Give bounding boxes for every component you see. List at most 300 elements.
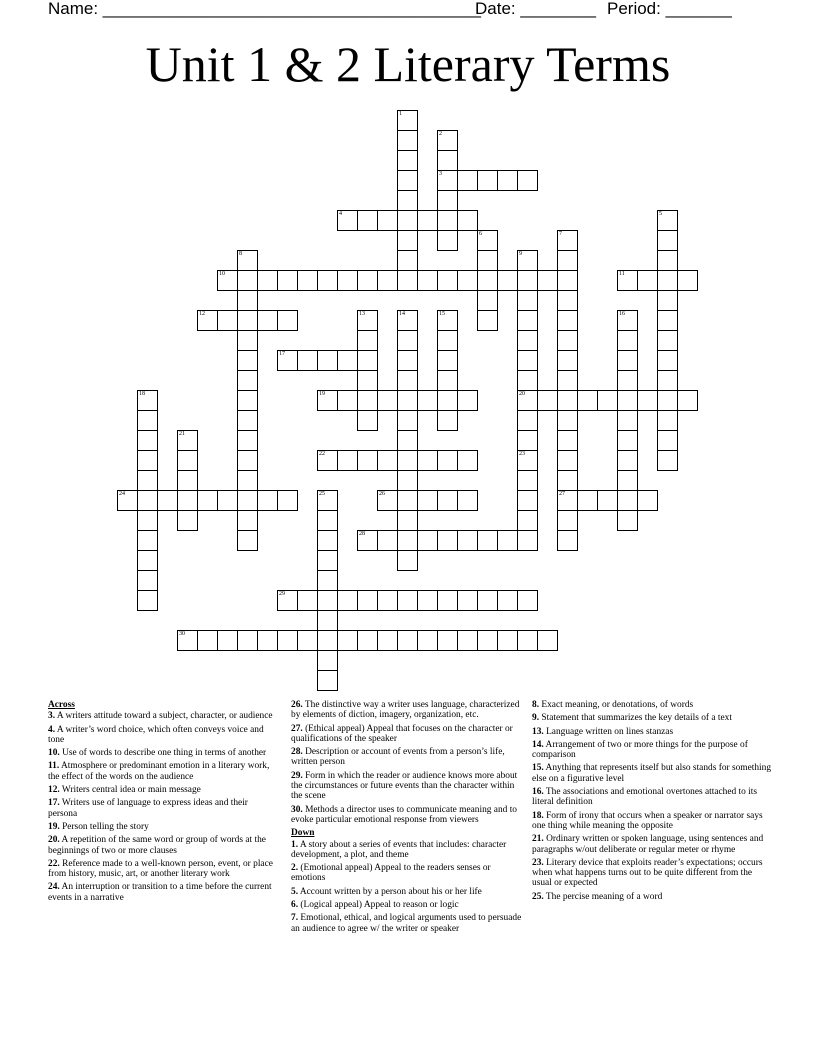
crossword-cell[interactable] xyxy=(657,410,678,431)
crossword-cell[interactable] xyxy=(317,350,338,371)
crossword-cell[interactable] xyxy=(137,430,158,451)
crossword-cell[interactable] xyxy=(337,590,358,611)
crossword-cell[interactable] xyxy=(477,290,498,311)
crossword-cell[interactable] xyxy=(137,510,158,531)
crossword-cell[interactable] xyxy=(517,310,538,331)
crossword-cell[interactable] xyxy=(437,450,458,471)
crossword-cell[interactable] xyxy=(357,350,378,371)
crossword-cell[interactable] xyxy=(657,290,678,311)
crossword-cell[interactable] xyxy=(497,270,518,291)
crossword-cell[interactable] xyxy=(357,270,378,291)
crossword-cell[interactable] xyxy=(637,390,658,411)
crossword-cell[interactable] xyxy=(517,470,538,491)
crossword-cell[interactable] xyxy=(397,270,418,291)
crossword-cell[interactable] xyxy=(177,470,198,491)
crossword-cell[interactable] xyxy=(277,270,298,291)
crossword-cell[interactable] xyxy=(517,350,538,371)
crossword-cell[interactable] xyxy=(377,270,398,291)
crossword-cell[interactable] xyxy=(397,110,418,131)
crossword-cell[interactable] xyxy=(357,310,378,331)
crossword-cell[interactable] xyxy=(317,270,338,291)
clue-down-15: 15. Anything that represents itself but also stands for something else on a figurative level xyxy=(532,763,772,784)
crossword-cell[interactable] xyxy=(357,630,378,651)
crossword-cell[interactable] xyxy=(457,270,478,291)
down-heading: Down xyxy=(291,828,315,839)
crossword-cell[interactable] xyxy=(377,390,398,411)
crossword-cell[interactable] xyxy=(557,450,578,471)
crossword-cell[interactable] xyxy=(637,490,658,511)
crossword-cell[interactable] xyxy=(337,630,358,651)
crossword-cell[interactable] xyxy=(657,310,678,331)
crossword-cell[interactable] xyxy=(657,350,678,371)
clue-across-29: 29. Form in which the reader or audience knows more about the circumstances or future events than the character within the scene xyxy=(291,770,518,802)
crossword-cell[interactable] xyxy=(377,630,398,651)
clue-across-17: 17. Writers use of language to express ideas and their persona xyxy=(48,798,248,819)
crossword-cell[interactable] xyxy=(437,130,458,151)
crossword-cell[interactable] xyxy=(437,150,458,171)
crossword-cell[interactable] xyxy=(297,630,318,651)
cell-number: 10 xyxy=(219,271,225,277)
crossword-cell[interactable] xyxy=(617,410,638,431)
crossword-cell[interactable] xyxy=(417,630,438,651)
name-field-label: Name: ________________________________________ xyxy=(48,0,481,18)
crossword-cell[interactable] xyxy=(557,390,578,411)
crossword-cell[interactable] xyxy=(397,390,418,411)
crossword-cell[interactable] xyxy=(197,630,218,651)
crossword-cell[interactable] xyxy=(417,490,438,511)
clues-column-3 xyxy=(532,700,772,905)
crossword-cell[interactable] xyxy=(237,530,258,551)
cell-number: 21 xyxy=(179,431,185,437)
crossword-cell[interactable] xyxy=(237,310,258,331)
clue-across-19: 19. Person telling the story xyxy=(48,821,149,832)
crossword-cell[interactable] xyxy=(137,450,158,471)
clue-across-28: 28. Description or account of events from a person’s life, written person xyxy=(291,747,505,768)
crossword-cell[interactable] xyxy=(237,510,258,531)
crossword-cell[interactable] xyxy=(397,430,418,451)
crossword-cell[interactable] xyxy=(177,490,198,511)
crossword-cell[interactable] xyxy=(657,330,678,351)
crossword-cell[interactable] xyxy=(257,270,278,291)
crossword-cell[interactable] xyxy=(437,270,458,291)
cell-number: 1 xyxy=(399,111,402,117)
crossword-cell[interactable] xyxy=(117,490,138,511)
crossword-cell[interactable] xyxy=(397,350,418,371)
crossword-cell[interactable] xyxy=(477,250,498,271)
crossword-cell[interactable] xyxy=(437,390,458,411)
crossword-cell[interactable] xyxy=(357,210,378,231)
crossword-cell[interactable] xyxy=(377,450,398,471)
crossword-cell[interactable] xyxy=(617,370,638,391)
crossword-cell[interactable] xyxy=(277,630,298,651)
crossword-cell[interactable] xyxy=(337,210,358,231)
crossword-cell[interactable] xyxy=(397,230,418,251)
crossword-cell[interactable] xyxy=(457,590,478,611)
crossword-cell[interactable] xyxy=(557,290,578,311)
crossword-cell[interactable] xyxy=(217,270,238,291)
crossword-cell[interactable] xyxy=(517,430,538,451)
crossword-cell[interactable] xyxy=(477,170,498,191)
crossword-cell[interactable] xyxy=(517,370,538,391)
crossword-cell[interactable] xyxy=(517,410,538,431)
crossword-cell[interactable] xyxy=(677,270,698,291)
crossword-cell[interactable] xyxy=(417,450,438,471)
crossword-cell[interactable] xyxy=(617,330,638,351)
crossword-cell[interactable] xyxy=(437,350,458,371)
crossword-cell[interactable] xyxy=(217,630,238,651)
crossword-cell[interactable] xyxy=(177,630,198,651)
crossword-cell[interactable] xyxy=(297,270,318,291)
crossword-cell[interactable] xyxy=(137,470,158,491)
clue-down-8: 8. Exact meaning, or denotations, of words xyxy=(532,700,694,710)
crossword-cell[interactable] xyxy=(217,310,238,331)
crossword-cell[interactable] xyxy=(657,210,678,231)
crossword-cell[interactable] xyxy=(477,310,498,331)
crossword-cell[interactable] xyxy=(317,650,338,671)
clue-across-26: 26. The distinctive way a writer uses language, characterized by elements of diction, imagery, organization, etc. xyxy=(291,700,520,721)
cell-number: 14 xyxy=(399,311,405,317)
crossword-cell[interactable] xyxy=(137,390,158,411)
crossword-cell[interactable] xyxy=(517,170,538,191)
clue-across-22: 22. Reference made to a well-known person, event, or place from history, music, art, or another literary work xyxy=(48,858,273,880)
crossword-cell[interactable] xyxy=(457,530,478,551)
cell-number: 29 xyxy=(279,591,285,597)
crossword-cell[interactable] xyxy=(437,630,458,651)
crossword-cell[interactable] xyxy=(557,330,578,351)
crossword-cell[interactable] xyxy=(257,490,278,511)
crossword-cell[interactable] xyxy=(517,530,538,551)
crossword-cell[interactable] xyxy=(557,470,578,491)
crossword-cell[interactable] xyxy=(457,170,478,191)
crossword-cell[interactable] xyxy=(397,630,418,651)
clue-down-16: 16. The associations and emotional overtones attached to its literal definition xyxy=(532,787,758,808)
cell-number: 15 xyxy=(439,311,445,317)
crossword-cell[interactable] xyxy=(237,430,258,451)
crossword-cell[interactable] xyxy=(557,510,578,531)
crossword-cell[interactable] xyxy=(317,450,338,471)
crossword-cell[interactable] xyxy=(617,270,638,291)
crossword-cell[interactable] xyxy=(617,390,638,411)
crossword-cell[interactable] xyxy=(317,570,338,591)
crossword-cell[interactable] xyxy=(577,390,598,411)
crossword-cell[interactable] xyxy=(317,670,338,691)
crossword-cell[interactable] xyxy=(237,410,258,431)
crossword-cell[interactable] xyxy=(417,390,438,411)
crossword-cell[interactable] xyxy=(517,250,538,271)
crossword-cell[interactable] xyxy=(377,590,398,611)
crossword-cell[interactable] xyxy=(357,330,378,351)
crossword-cell[interactable] xyxy=(437,370,458,391)
crossword-cell[interactable] xyxy=(237,490,258,511)
crossword-cell[interactable] xyxy=(237,470,258,491)
crossword-cell[interactable] xyxy=(477,530,498,551)
crossword-cell[interactable] xyxy=(437,490,458,511)
cell-number: 7 xyxy=(559,231,562,237)
crossword-cell[interactable] xyxy=(237,270,258,291)
cell-number: 30 xyxy=(179,631,185,637)
period-field-label: Period: _______ xyxy=(607,0,732,18)
cell-number: 20 xyxy=(519,391,525,397)
crossword-cell[interactable] xyxy=(617,310,638,331)
across-heading: Across xyxy=(48,700,75,710)
crossword-cell[interactable] xyxy=(157,490,178,511)
cell-number: 13 xyxy=(359,311,365,317)
crossword-cell[interactable] xyxy=(397,470,418,491)
crossword-cell[interactable] xyxy=(377,530,398,551)
clue-down-25: 25. The percise meaning of a word xyxy=(532,891,663,902)
clue-down-6: 6. (Logical appeal) Appeal to reason or logic xyxy=(291,900,459,911)
crossword-cell[interactable] xyxy=(397,150,418,171)
clue-down-14: 14. Arrangement of two or more things for the purpose of comparison xyxy=(532,739,748,761)
cell-number: 23 xyxy=(519,451,525,457)
crossword-cell[interactable] xyxy=(437,170,458,191)
cell-number: 8 xyxy=(239,251,242,257)
crossword-cell[interactable] xyxy=(557,430,578,451)
cell-number: 24 xyxy=(119,491,125,497)
crossword-cell[interactable] xyxy=(577,490,598,511)
cell-number: 11 xyxy=(619,271,625,277)
crossword-cell[interactable] xyxy=(457,210,478,231)
crossword-cell[interactable] xyxy=(557,250,578,271)
crossword-cell[interactable] xyxy=(217,490,238,511)
crossword-cell[interactable] xyxy=(357,410,378,431)
cell-number: 4 xyxy=(339,211,342,217)
crossword-cell[interactable] xyxy=(237,390,258,411)
crossword-cell[interactable] xyxy=(337,450,358,471)
crossword-cell[interactable] xyxy=(537,270,558,291)
date-field-label: Date: ________ xyxy=(475,0,596,18)
crossword-cell[interactable] xyxy=(397,530,418,551)
cell-number: 5 xyxy=(659,211,662,217)
crossword-cell[interactable] xyxy=(557,530,578,551)
crossword-cell[interactable] xyxy=(657,270,678,291)
crossword-cell[interactable] xyxy=(497,530,518,551)
crossword-cell[interactable] xyxy=(457,490,478,511)
crossword-cell[interactable] xyxy=(517,390,538,411)
crossword-cell[interactable] xyxy=(177,510,198,531)
clue-down-23: 23. Literary device that exploits reader’s expectations; occurs when what happens turns out to be quite different from the usual or expected xyxy=(532,857,763,889)
crossword-cell[interactable] xyxy=(617,470,638,491)
crossword-cell[interactable] xyxy=(197,490,218,511)
crossword-cell[interactable] xyxy=(657,370,678,391)
crossword-cell[interactable] xyxy=(657,450,678,471)
crossword-cell[interactable] xyxy=(477,270,498,291)
clue-across-20: 20. A repetition of the same word or group of words at the beginnings of two or more clauses xyxy=(48,835,266,856)
clue-across-12: 12. Writers central idea or main message xyxy=(48,785,201,796)
crossword-cell[interactable] xyxy=(437,530,458,551)
crossword-cell[interactable] xyxy=(337,270,358,291)
crossword-cell[interactable] xyxy=(597,390,618,411)
crossword-cell[interactable] xyxy=(477,230,498,251)
clue-across-30: 30. Methods a director uses to communicate meaning and to evoke particular emotional response from viewers xyxy=(291,804,517,825)
crossword-cell[interactable] xyxy=(417,530,438,551)
crossword-cell[interactable] xyxy=(237,250,258,271)
crossword-cell[interactable] xyxy=(317,550,338,571)
crossword-cell[interactable] xyxy=(517,590,538,611)
crossword-cell[interactable] xyxy=(497,630,518,651)
crossword-cell[interactable] xyxy=(377,210,398,231)
crossword-cell[interactable] xyxy=(537,390,558,411)
clue-across-3: 3. A writers attitude toward a subject, character, or audience xyxy=(48,711,273,722)
crossword-cell[interactable] xyxy=(397,490,418,511)
crossword-cell[interactable] xyxy=(477,590,498,611)
crossword-cell[interactable] xyxy=(557,270,578,291)
crossword-cell[interactable] xyxy=(517,330,538,351)
crossword-cell[interactable] xyxy=(377,490,398,511)
cell-number: 2 xyxy=(439,131,442,137)
cell-number: 19 xyxy=(319,391,325,397)
crossword-cell[interactable] xyxy=(417,210,438,231)
crossword-cell[interactable] xyxy=(397,410,418,431)
crossword-cell[interactable] xyxy=(137,570,158,591)
crossword-cell[interactable] xyxy=(477,630,498,651)
crossword-cell[interactable] xyxy=(557,490,578,511)
cell-number: 6 xyxy=(479,231,482,237)
crossword-cell[interactable] xyxy=(557,410,578,431)
crossword-cell[interactable] xyxy=(397,330,418,351)
crossword-cell[interactable] xyxy=(297,350,318,371)
crossword-cell[interactable] xyxy=(617,350,638,371)
crossword-cell[interactable] xyxy=(397,210,418,231)
crossword-cell[interactable] xyxy=(137,490,158,511)
crossword-cell[interactable] xyxy=(397,130,418,151)
crossword-cell[interactable] xyxy=(657,230,678,251)
crossword-cell[interactable] xyxy=(637,270,658,291)
crossword-cell[interactable] xyxy=(497,170,518,191)
crossword-cell[interactable] xyxy=(397,590,418,611)
crossword-cell[interactable] xyxy=(317,490,338,511)
page-title: Unit 1 & 2 Literary Terms xyxy=(145,36,671,92)
crossword-cell[interactable] xyxy=(517,270,538,291)
crossword-cell[interactable] xyxy=(317,510,338,531)
crossword-cell[interactable] xyxy=(337,350,358,371)
crossword-cell[interactable] xyxy=(357,390,378,411)
crossword-cell[interactable] xyxy=(397,170,418,191)
crossword-cell[interactable] xyxy=(237,370,258,391)
crossword-cell[interactable] xyxy=(457,390,478,411)
crossword-cell[interactable] xyxy=(617,430,638,451)
cell-number: 25 xyxy=(319,491,325,497)
crossword-cell[interactable] xyxy=(257,310,278,331)
crossword-cell[interactable] xyxy=(137,410,158,431)
crossword-cell[interactable] xyxy=(177,430,198,451)
crossword-cell[interactable] xyxy=(657,250,678,271)
cell-number: 3 xyxy=(439,171,442,177)
crossword-cell[interactable] xyxy=(197,310,218,331)
crossword-cell[interactable] xyxy=(617,510,638,531)
crossword-cell[interactable] xyxy=(397,370,418,391)
cell-number: 9 xyxy=(519,251,522,257)
crossword-cell[interactable] xyxy=(397,510,418,531)
crossword-cell[interactable] xyxy=(237,450,258,471)
clue-across-24: 24. An interruption or transition to a time before the current events in a narrative xyxy=(48,882,272,903)
crossword-cell[interactable] xyxy=(257,630,278,651)
crossword-cell[interactable] xyxy=(417,270,438,291)
crossword-cell[interactable] xyxy=(237,630,258,651)
crossword-cell[interactable] xyxy=(557,310,578,331)
clue-across-27: 27. (Ethical appeal) Appeal that focuses on the character or qualifications of the speaker xyxy=(291,723,513,744)
crossword-cell[interactable] xyxy=(357,450,378,471)
crossword-cell[interactable] xyxy=(397,450,418,471)
crossword-cell[interactable] xyxy=(237,330,258,351)
clue-down-13: 13. Language written on lines stanzas xyxy=(532,726,674,737)
crossword-cell[interactable] xyxy=(397,250,418,271)
crossword-cell[interactable] xyxy=(397,310,418,331)
crossword-cell[interactable] xyxy=(317,630,338,651)
crossword-cell[interactable] xyxy=(617,490,638,511)
clues-column-2 xyxy=(291,700,526,937)
crossword-cell[interactable] xyxy=(437,310,458,331)
crossword-cell[interactable] xyxy=(397,190,418,211)
cell-number: 26 xyxy=(379,491,385,497)
crossword-cell[interactable] xyxy=(277,350,298,371)
crossword-cell[interactable] xyxy=(357,370,378,391)
crossword-cell[interactable] xyxy=(277,310,298,331)
crossword-cell[interactable] xyxy=(277,590,298,611)
crossword-cell[interactable] xyxy=(517,510,538,531)
crossword-cell[interactable] xyxy=(237,290,258,311)
crossword-cell[interactable] xyxy=(597,490,618,511)
crossword-cell[interactable] xyxy=(517,630,538,651)
crossword-cell[interactable] xyxy=(497,590,518,611)
crossword-cell[interactable] xyxy=(357,530,378,551)
cell-number: 12 xyxy=(199,311,205,317)
crossword-cell[interactable] xyxy=(277,490,298,511)
crossword-cell[interactable] xyxy=(317,610,338,631)
crossword-cell[interactable] xyxy=(677,390,698,411)
crossword-cell[interactable] xyxy=(357,590,378,611)
crossword-cell[interactable] xyxy=(317,390,338,411)
crossword-cell[interactable] xyxy=(317,590,338,611)
crossword-cell[interactable] xyxy=(457,450,478,471)
crossword-cell[interactable] xyxy=(557,230,578,251)
crossword-cell[interactable] xyxy=(397,550,418,571)
crossword-cell[interactable] xyxy=(417,590,438,611)
crossword-cell[interactable] xyxy=(437,190,458,211)
crossword-cell[interactable] xyxy=(137,550,158,571)
crossword-cell[interactable] xyxy=(437,410,458,431)
crossword-cell[interactable] xyxy=(457,630,478,651)
clue-down-7: 7. Emotional, ethical, and logical arguments used to persuade an audience to agree w/ the writer or speaker xyxy=(291,913,522,934)
crossword-cell[interactable] xyxy=(237,350,258,371)
crossword-cell[interactable] xyxy=(337,390,358,411)
crossword-cell[interactable] xyxy=(537,630,558,651)
crossword-cell[interactable] xyxy=(657,430,678,451)
crossword-cell[interactable] xyxy=(317,530,338,551)
crossword-cell[interactable] xyxy=(437,590,458,611)
crossword-cell[interactable] xyxy=(177,450,198,471)
crossword-cell[interactable] xyxy=(557,350,578,371)
clue-down-1: 1. A story about a series of events that includes: character development, a plot, and theme xyxy=(291,839,507,860)
crossword-cell[interactable] xyxy=(137,590,158,611)
crossword-cell[interactable] xyxy=(137,530,158,551)
crossword-cell[interactable] xyxy=(617,450,638,471)
cell-number: 18 xyxy=(139,391,145,397)
crossword-cell[interactable] xyxy=(437,230,458,251)
crossword-cell[interactable] xyxy=(437,210,458,231)
clue-down-5: 5. Account written by a person about his or her life xyxy=(291,886,482,897)
clue-down-2: 2. (Emotional appeal) Appeal to the readers senses or emotions xyxy=(291,863,491,884)
crossword-cell[interactable] xyxy=(517,450,538,471)
crossword-cell[interactable] xyxy=(517,290,538,311)
crossword-cell[interactable] xyxy=(297,590,318,611)
crossword-cell[interactable] xyxy=(657,390,678,411)
crossword-cell[interactable] xyxy=(437,330,458,351)
cell-number: 22 xyxy=(319,451,325,457)
crossword-cell[interactable] xyxy=(557,370,578,391)
cell-number: 17 xyxy=(279,351,285,357)
crossword-cell[interactable] xyxy=(517,490,538,511)
